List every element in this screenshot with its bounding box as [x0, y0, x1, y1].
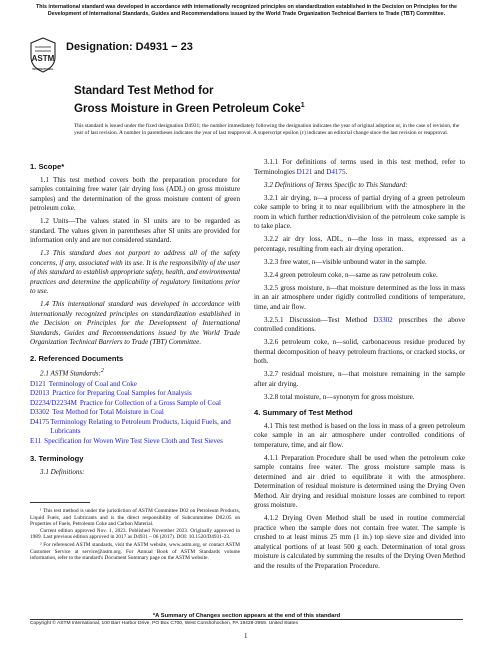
- scope-heading: 1. Scope*: [30, 162, 65, 171]
- link-d121[interactable]: D121: [296, 167, 313, 176]
- footnotes: [30, 508, 240, 562]
- link-d4175[interactable]: D4175: [326, 167, 346, 176]
- referenced-documents-heading: 2. Referenced Documents: [30, 353, 124, 363]
- bottom-divider: [30, 619, 463, 620]
- copyright-line: Copyright © ASTM International, 100 Barr Harbor Drive, PO Box C700, West Conshohocken, PA 19428-2959. United States: [30, 621, 298, 626]
- reference-code[interactable]: D2013: [30, 389, 50, 398]
- footnote-divider: [30, 502, 90, 503]
- para-3-1-1-and: and: [312, 167, 327, 176]
- reference-title[interactable]: Practice for Collection of a Gross Sample of Coal: [79, 398, 221, 407]
- svg-text:ASTM: ASTM: [31, 54, 55, 63]
- para-3-2-7: 3.2.7 residual moisture, n—that moisture remaining in the sample after air drying.: [254, 370, 465, 388]
- para-3-2-6: 3.2.6 petroleum coke, n—solid, carbonaceous residue produced by thermal decomposition of heavy petroleum fractions, or cracked stocks, or both.: [254, 338, 465, 365]
- reference-title[interactable]: Test Method for Total Moisture in Coal: [52, 408, 164, 417]
- reference-item[interactable]: [30, 389, 240, 399]
- reference-code[interactable]: E11: [30, 436, 42, 445]
- left-column: [30, 156, 240, 481]
- astm-standards-label: 2.1 ASTM Standards:: [40, 369, 101, 378]
- para-3-2-2: 3.2.2 air dry loss, ADL, n—the loss in mass, expressed as a percentage, resulting from each air drying operation.: [254, 235, 465, 253]
- footnote-2: ² For referenced ASTM standards, visit the ASTM website, www.astm.org, or contact ASTM Customer Service at service@astm.org. For Annual Book of ASTM Standards volume information, refer to the standard's Document Summary page on the ASTM website.: [30, 541, 240, 562]
- para-1-3: 1.3 This standard does not purport to address all of the safety concerns, if any, associated with its use. It is the responsibility of the user of this standard to establish appropriate safety, health, and environmental practices and determine the applicability of regulatory limitations prior to use.: [30, 249, 240, 295]
- summary-heading: 4. Summary of Test Method: [254, 408, 353, 417]
- para-1-1: 1.1 This test method covers both the preparation procedure for samples containing free water (air drying loss (ADL) on gross moisture samples) and the determination of the gross moisture content of green petroleum coke.: [30, 175, 240, 212]
- para-3-2-5-1: [254, 316, 465, 335]
- reference-title[interactable]: Specification for Woven Wire Test Sieve Cloth and Test Sieves: [44, 436, 223, 445]
- link-d3302[interactable]: D3302: [373, 315, 393, 324]
- para-4-1: 4.1 This test method is based on the loss in mass of a green petroleum coke sample in an air atmosphere under controlled conditions of temperature, time, and air flow.: [254, 421, 465, 449]
- para-3-2-3: 3.2.3 free water, n—visible unbound water in the sample.: [264, 257, 427, 266]
- reference-code[interactable]: D2234/D2234M: [30, 398, 77, 407]
- reference-code[interactable]: D121: [30, 379, 46, 388]
- reference-title[interactable]: Terminology of Coal and Coke: [48, 379, 137, 388]
- para-2-1: [30, 367, 240, 379]
- para-3-2: 3.2 Definitions of Terms Specific to This Standard:: [264, 180, 408, 189]
- reference-item[interactable]: [30, 437, 240, 447]
- reference-item[interactable]: [30, 418, 240, 437]
- para-1-2: 1.2 Units—The values stated in SI units are to be regarded as standard. The values given in parentheses after SI units are provided for information only and are not considered standard.: [30, 217, 240, 244]
- para-3-1: 3.1 Definitions:: [40, 467, 85, 476]
- para-3-2-5-1-rest: prescribes the above controlled conditions.: [254, 315, 465, 333]
- reference-code[interactable]: D4175: [30, 417, 50, 426]
- title-line-1: Standard Test Method for: [74, 84, 214, 97]
- para-3-1-1-text: 3.1.1 For definitions of terms used in this test method, refer to Terminologies: [254, 158, 465, 176]
- right-column: [254, 158, 465, 575]
- designation: Designation: D4931 − 23: [66, 41, 193, 53]
- title-line-2: Gross Moisture in Green Petroleum Coke: [74, 101, 301, 115]
- logo-text: INTERNATIONAL: [32, 68, 54, 71]
- reference-item[interactable]: [30, 399, 240, 409]
- astm-logo-icon: [29, 37, 57, 73]
- page-number: 1: [244, 632, 248, 640]
- document-title: [74, 84, 305, 116]
- para-3-2-5: 3.2.5 gross moisture, n—that moisture determined as the loss in mass in an air atmosphere under rigidly controlled conditions of temperature, time, and air flow.: [254, 283, 465, 311]
- standard-designation-note: This standard is issued under the fixed designation D4931; the number immediately following the designation indicates the year of original adoption or, in the case of revision, the year of last revision. A number in parentheses indicates the year of last reapproval. A superscript epsilon (ε) indicates an editorial change since the last revision or reapproval.: [74, 123, 460, 136]
- para-4-1-1: 4.1.1 Preparation Procedure shall be used when the petroleum coke sample contains free water. The gross moisture sample mass is determined and air dried to equilibrate it with the atmosphere. Determination of residual moisture is determined using the Drying Oven Method. Air drying and residual moisture losses are combined to report gross moisture.: [254, 453, 465, 509]
- para-3-1-1: [254, 158, 465, 177]
- para-3-2-4: 3.2.4 green petroleum coke, n—same as raw petroleum coke.: [264, 270, 438, 279]
- para-1-4: 1.4 This international standard was developed in accordance with internationally recognized principles on standardization established in the Decision on Principles for the Development of International Standards, Guides and Recommendations issued by the World Trade Organization Technical Barriers to Trade (TBT) Committee.: [30, 300, 240, 346]
- footnote-2-marker: 2: [100, 368, 104, 374]
- international-standard-notice: This international standard was developed in accordance with internationally recognized principles on standardization established in the Decision on Principles for the Development of International Standards, Guides and Recommendations issued by the World Trade Organization Technical Barriers to Trade (TBT) Committee.: [36, 4, 457, 17]
- para-3-1-1-end: .: [345, 167, 348, 176]
- para-3-2-5-1-text: 3.2.5.1 Discussion—Test Method: [264, 315, 374, 324]
- reference-list: [30, 380, 240, 447]
- footnote-1-edition: Current edition approved Nov. 1, 2023. Published November 2023. Originally approved in 1989. Last previous edition approved in 2017 as D4931 – 06 (2017). DOI: 10.1520/D4931-23.: [30, 527, 240, 541]
- title-footnote-marker: 1: [300, 101, 305, 109]
- para-4-1-2: 4.1.2 Drying Oven Method shall be used in routine commercial practice when the sample does not contain free water. The sample is crushed to at least minus 25 mm (1 in.) top sieve size and divided into analytical portions of at least 500 g each. Determination of total gross moisture is calculated by summing the results of the Drying Oven Method and the results of the Preparation Procedure.: [254, 514, 465, 570]
- para-3-2-1: 3.2.1 air drying, n—a process of partial drying of a green petroleum coke sample to bring it to near equilibrium with the atmosphere in the room in which further reduction/division of the petroleum coke sample is to take place.: [254, 193, 465, 230]
- reference-item[interactable]: [30, 408, 240, 418]
- reference-code[interactable]: D3302: [30, 408, 50, 417]
- footnote-1: ¹ This test method is under the jurisdiction of ASTM Committee D02 on Petroleum Products, Liquid Fuels, and Lubricants and is the direct responsibility of Subcommittee D02.05 on Properties of Fuels, Petroleum Coke and Carbon Material.: [30, 508, 240, 528]
- terminology-heading: 3. Terminology: [30, 454, 84, 464]
- reference-title[interactable]: Terminology Relating to Petroleum Products, Liquid Fuels, and Lubricants: [50, 417, 231, 436]
- reference-item[interactable]: [30, 380, 240, 390]
- summary-of-changes-note: *A Summary of Changes section appears at the end of this standard: [152, 613, 341, 619]
- para-3-2-8: 3.2.8 total moisture, n—synonym for gross moisture.: [264, 392, 415, 401]
- reference-title[interactable]: Practice for Preparing Coal Samples for Analysis: [52, 389, 192, 398]
